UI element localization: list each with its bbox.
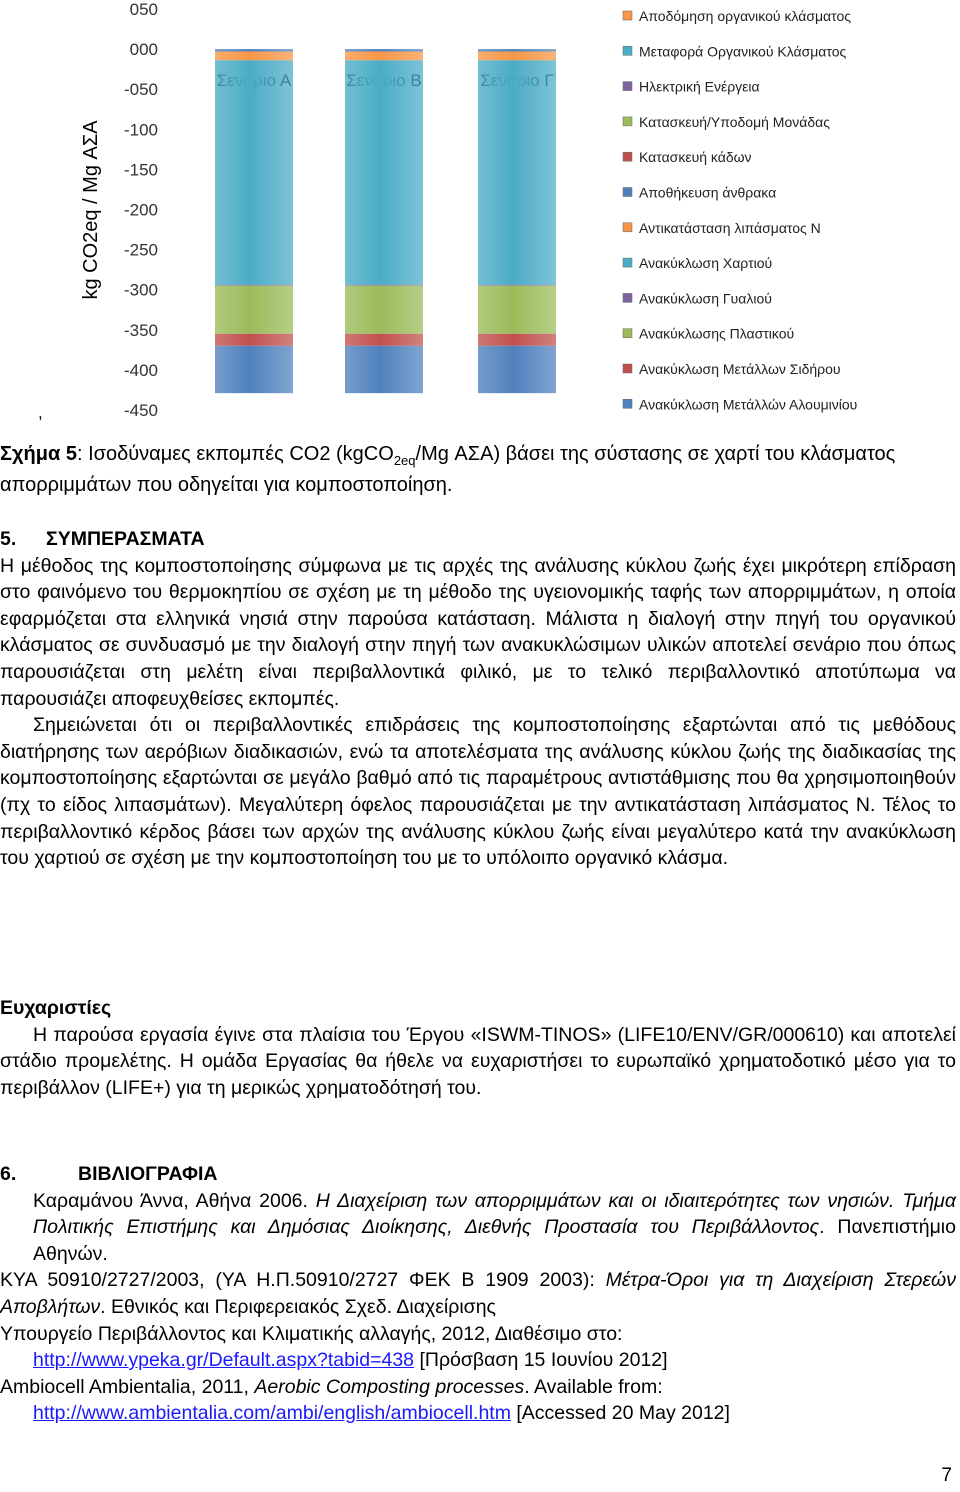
y-tick-label: -100 (123, 120, 158, 140)
bar-segment (478, 52, 556, 61)
ref4-author: Ambiocell Ambientalia, 2011, (0, 1375, 255, 1398)
bar-segment (345, 286, 423, 334)
bar-segment (215, 285, 293, 286)
legend-swatch (623, 258, 632, 267)
bar-segment (345, 60, 423, 285)
legend-swatch (623, 188, 632, 197)
ref4-available: . Available from: (524, 1375, 663, 1398)
section-6-number: 6. (0, 1163, 17, 1185)
legend-label: Μεταφορά Οργανικού Κλάσματος (639, 43, 847, 60)
y-tick-label: -400 (123, 360, 158, 380)
ref1-author: Καραμάνου Άννα, Αθήνα 2006. (33, 1189, 316, 1212)
y-tick-label: -200 (123, 200, 158, 220)
stacked-bar-chart (0, 0, 960, 440)
y-tick-label: -350 (123, 320, 158, 340)
legend-swatch (623, 364, 632, 373)
y-axis-label: kg CO2eq / Mg ΑΣΑ (80, 120, 102, 300)
conclusions-paragraph-2: Σημειώνεται ότι οι περιβαλλοντικές επιδράσεις της κομποστοποίησης εξαρτώνται από τις μεθόδους διατήρησης των αερόβιων διαδικασιών, ενώ τα αποτελέσματα της ανάλυσης κύκλου ζωής της διαδικασίας της κομποστοποίησης εξαρτώνται σε μεγάλο βαθμό από τις παραμέτρους αντιστάθμισης που θα χρησιμοποιηθούν (πχ το είδος λιπασμάτων). Μεγαλύτερη όφελος παρουσιάζεται με την αντικατάσταση λιπάσματος Ν. Τέλος το περιβαλλοντικό κέρδος βάσει των αρχών της ανάλυσης κύκλου ζωής είναι μεγαλύτερο κατά την ανακύκλωση του χαρτιού σε σχέση με την κομποστοποίηση του με το υπόλοιπο οργανικό κλάσμα. (0, 714, 956, 870)
ref2-tail: . Εθνικός και Περιφερειακός Σχεδ. Διαχείρισης (100, 1295, 496, 1318)
legend-label: Ανακύκλωση Μετάλλων Σιδήρου (639, 361, 841, 377)
caption-text-b: /Mg ΑΣΑ) βάσει της σύστασης σε χαρτί του κλάσματος απορριμμάτων που οδηγείται για κομποστοποίηση. (0, 443, 896, 496)
bar-segment (478, 334, 556, 346)
figure-caption (0, 442, 960, 498)
bar-segment (478, 60, 556, 285)
y-tick-label: -450 (123, 401, 158, 420)
section-6-heading (0, 1161, 956, 1188)
ref1-title: Η Διαχείριση των απορριμμάτων και οι ιδιαιτερότητες των νησιών. Τμήμα Πολιτικής Επιστήμης και Δημόσιας Διοίκησης, Διεθνής Προστασία του Περιβάλλοντος (33, 1189, 956, 1239)
legend-label: Ανακύκλωση Μετάλλών Αλουμινίου (639, 396, 858, 413)
bibliography-section (0, 1161, 956, 1427)
legend-label: Ηλεκτρική Ενέργεια (639, 78, 760, 95)
reference-2 (0, 1267, 956, 1320)
legend-label: Ανακύκλωσης Πλαστικού (639, 325, 795, 342)
y-tick-label: -250 (123, 240, 158, 260)
caption-label: Σχήμα 5 (0, 443, 77, 465)
bar-segment (478, 285, 556, 286)
reference-4 (0, 1374, 956, 1427)
bar-segment (215, 52, 293, 61)
legend-swatch (623, 223, 632, 232)
y-tick-label: -050 (123, 80, 158, 100)
reference-1 (0, 1188, 956, 1268)
section-5-number: 5. (0, 528, 17, 550)
bar-segment (215, 346, 293, 393)
ack-paragraph: Η παρούσα εργασία έγινε στα πλαίσια του Έργου «ISWM-TINOS» (LIFE10/ENV/GR/000610) και αποτελεί στάδιο προμελέτης. Η ομάδα Εργασίας θα ήθελε να ευχαριστήσει το ευρωπαϊκό χρηματοδοτικό μέσο για το περιβάλλον (LIFE+) για τη μερικώς χρηματοδότησή του. (0, 1023, 956, 1099)
ref4-title: Aerobic Composting processes (254, 1375, 525, 1398)
section-5-heading (0, 526, 956, 553)
bar-segment (345, 346, 423, 393)
legend-swatch (623, 46, 632, 55)
bar-segment (478, 49, 556, 51)
legend-swatch (623, 293, 632, 302)
ref2-source: ΚΥΑ 50910/2727/2003, (ΥΑ Η.Π.50910/2727 ΦΕΚ Β 1909 2003): (0, 1269, 606, 1292)
conclusions-section (0, 526, 956, 872)
bar-segment (478, 286, 556, 334)
section-6-title: ΒΙΒΛΙΟΓΡΑΦΙΑ (78, 1163, 218, 1185)
bar-segment (345, 49, 423, 51)
ref3-text: Υπουργείο Περιβάλλοντος και Κλιματικής αλλαγής, 2012, Διαθέσιμο στο: (0, 1322, 623, 1345)
conclusions-paragraph-1: Η μέθοδος της κομποστοποίησης σύμφωνα με τις αρχές της ανάλυσης κύκλου ζωής έχει μικρότερη επίδραση στο φαινόμενο του θερμοκηπίου σε σχέση με τη μέθοδο της υγειονομικής ταφής των απορριμμάτων, η οποία εφαρμόζεται στα ελληνικά νησιά στην παρούσα κατάσταση. Μάλιστα η διαλογή στην πηγή του οργανικού κλάσματος σε συνδυασμό με την διαλογή στην πηγή των ανακυκλώσιμων υλικών αποτελεί σενάριο που όπως παρουσιάζεται στη μελέτη είναι περιβαλλοντικά φιλικό, με το τελικό περιβαλλοντικό αποτύπωμα να παρουσιάζει αποφευχθείσες εκπομπές. (0, 554, 956, 710)
y-tick-label: 000 (129, 40, 158, 60)
ref4-link[interactable]: http://www.ambientalia.com/ambi/english/ambiocell.htm (33, 1402, 511, 1425)
legend-label: Ανακύκλωση Γυαλιού (639, 290, 772, 307)
section-5-title: ΣΥΜΠΕΡΑΣΜΑΤΑ (46, 528, 205, 550)
bar-segment (215, 60, 293, 285)
y-tick-label: -300 (123, 280, 158, 300)
bar-segment (215, 334, 293, 346)
legend-label: Αποθήκευση άνθρακα (639, 184, 777, 201)
ref3-link[interactable]: http://www.ypeka.gr/Default.aspx?tabid=438 (33, 1349, 415, 1372)
legend-swatch (623, 399, 632, 408)
reference-3 (0, 1321, 956, 1374)
bar-segment (345, 285, 423, 286)
bar-segment (478, 346, 556, 393)
ref2-title: Μέτρα-Όροι για τη Διαχείριση Στερεών Αποβλήτων (0, 1269, 956, 1318)
stray-mark: , (38, 403, 43, 422)
legend-label: Κατασκευή/Υποδομή Μονάδας (639, 113, 830, 130)
legend-swatch (623, 152, 632, 161)
acknowledgements-section (0, 995, 956, 1101)
y-tick-label: -150 (123, 160, 158, 180)
page-number: 7 (941, 1465, 952, 1486)
ack-heading: Ευχαριστίες (0, 997, 112, 1019)
legend-label: Αποδόμηση οργανικού κλάσματος (639, 8, 851, 24)
legend-swatch (623, 82, 632, 91)
y-tick-label: 050 (129, 0, 158, 19)
legend-label: Ανακύκλωση Χαρτιού (639, 255, 773, 272)
legend-swatch (623, 11, 632, 20)
ref4-accessed: [Accessed 20 May 2012] (510, 1402, 730, 1425)
caption-subscript: 2eq (393, 453, 416, 468)
caption-text-a: : Ισοδύναμες εκπομπές CO2 (kgCO (76, 443, 394, 465)
legend-swatch (623, 117, 632, 126)
legend-label: Κατασκευή κάδων (639, 149, 752, 166)
ref3-accessed: [Πρόσβαση 15 Ιουνίου 2012] (414, 1349, 668, 1372)
bar-segment (215, 49, 293, 51)
bar-segment (215, 286, 293, 334)
legend-swatch (623, 329, 632, 338)
ref1-publisher: . Πανεπιστήμιο Αθηνών. (33, 1216, 956, 1265)
bar-segment (345, 334, 423, 346)
bar-segment (345, 52, 423, 61)
legend-label: Αντικατάσταση λιπάσματος N (639, 219, 821, 236)
